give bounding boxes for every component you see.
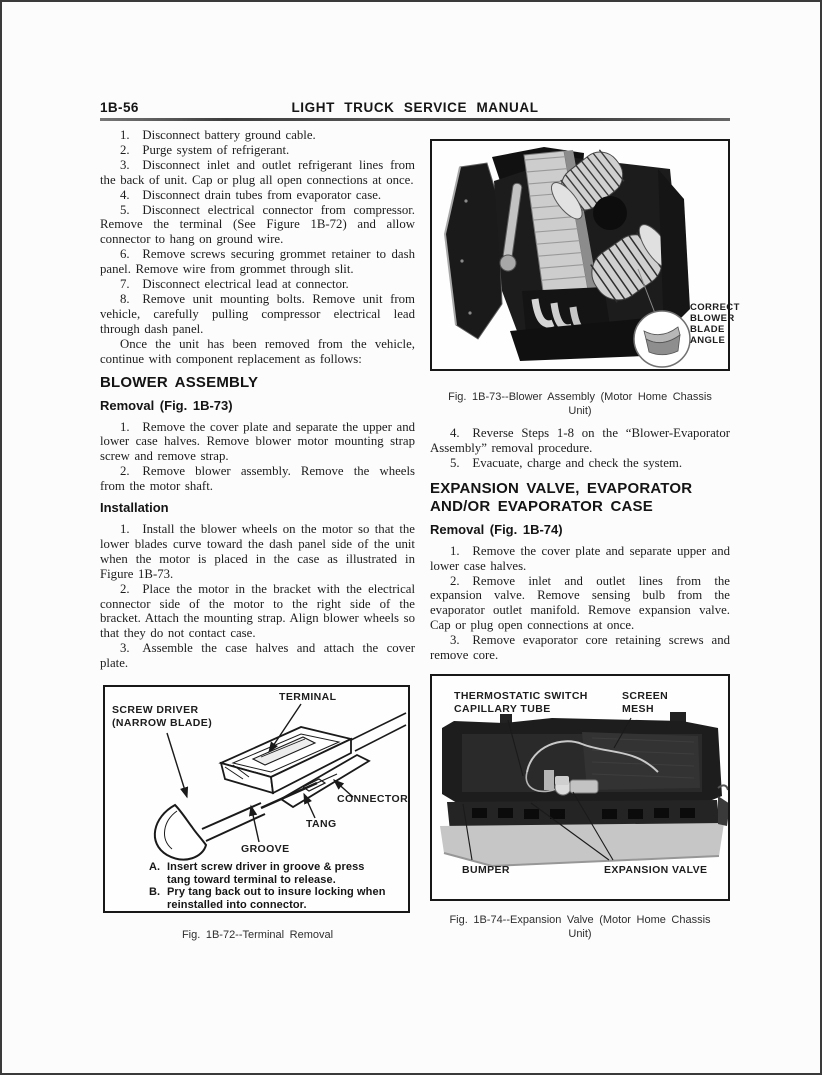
note-b [149, 886, 391, 912]
note-text: Pry tang back out to insure locking when reinstalled into connector. [167, 886, 386, 911]
closing-note: Once the unit has been removed from the vehicle, continue with component replacement as follows: [100, 336, 415, 366]
manual-title: LIGHT TRUCK SERVICE MANUAL [291, 100, 539, 115]
expansion-removal-step: 1. Remove the cover plate and separate upper and lower case halves. [430, 543, 730, 573]
label-bumper: BUMPER [462, 864, 510, 876]
removal-step: 7. Disconnect electrical lead at connector. [120, 277, 349, 292]
label-line: THERMOSTATIC SWITCH [454, 690, 588, 702]
blower-install-step: 5. Evacuate, charge and check the system. [450, 455, 683, 470]
note-id: A. [149, 861, 160, 873]
label-line: ANGLE [690, 335, 726, 346]
left-column [100, 128, 415, 671]
expansion-removal-step: 3. Remove evaporator core retaining screws and remove core. [430, 633, 730, 663]
removal-step: 2. Purge system of refrigerant. [120, 142, 290, 157]
label-line: BLOWER [690, 313, 735, 324]
label-line: CAPILLARY TUBE [454, 702, 551, 715]
blower-removal-step: 2. Remove blower assembly. Remove the wheels from the motor shaft. [100, 464, 415, 494]
figure-1b72-terminal-removal [103, 685, 410, 913]
label-connector: CONNECTOR [337, 793, 409, 805]
blower-install-step: 2. Place the motor in the bracket with the electrical connector side of the motor to the right side of the bracket. Attach the mounting strap. Align blower wheels so that they do not contact case. [100, 581, 415, 641]
label-groove: GROOVE [241, 843, 290, 855]
figure-1b73-blower-assembly [430, 139, 740, 371]
blower-install-step: 1. Install the blower wheels on the motor so that the lower blades curve toward the dash panel side of the unit when the motor is placed in the case as illustrated in Figure 1B-73. [100, 522, 415, 581]
subheading-removal-fig-1b74: Removal (Fig. 1B-74) [430, 521, 563, 537]
label-terminal: TERMINAL [279, 691, 337, 703]
label-line: SCREW DRIVER [112, 704, 199, 716]
label-tang: TANG [306, 818, 337, 830]
removal-step: 1. Disconnect battery ground cable. [120, 128, 316, 142]
label-line: SCREEN [622, 690, 669, 702]
removal-step: 3. Disconnect inlet and outlet refrigerant lines from the back of unit. Cap or plug all open connections at once. [100, 157, 415, 187]
removal-step: 4. Disconnect drain tubes from evaporator case. [120, 187, 382, 202]
label-line: CORRECT [690, 302, 740, 313]
figure-1b74-expansion-valve [430, 674, 730, 901]
note-id: B. [149, 886, 160, 898]
subheading-installation: Installation [100, 500, 169, 516]
blower-install-step: 4. Reverse Steps 1-8 on the “Blower-Evaporator Assembly” removal procedure. [430, 426, 730, 455]
label-line: (NARROW BLADE) [112, 716, 213, 729]
blower-removal-step: 1. Remove the cover plate and separate the upper and lower case halves. Remove blower motor mounting strap screw and remove strap. [100, 419, 415, 464]
expansion-removal-step: 2. Remove inlet and outlet lines from the expansion valve. Remove sensing bulb from the evaporator outlet manifold. Remove expansion valve. Cap or plug open connections at once. [430, 573, 730, 633]
removal-step: 8. Remove unit mounting bolts. Remove unit from vehicle, carefully pulling compressor electrical lead through dash panel. [100, 291, 415, 336]
note-text: Insert screw driver in groove & press tang toward terminal to release. [167, 861, 365, 886]
label-line: MESH [622, 702, 654, 715]
figure-1b74-caption: Fig. 1B-74--Expansion Valve (Motor Home Chassis Unit) [449, 914, 711, 940]
subheading-removal-fig-1b73: Removal (Fig. 1B-73) [100, 397, 233, 413]
removal-step: 5. Disconnect electrical connector from compressor. Remove the terminal (See Figure 1B-72) and allow connector to hang on ground wire. [100, 202, 415, 247]
figure-1b73-caption: Fig. 1B-73--Blower Assembly (Motor Home Chassis Unit) [448, 391, 712, 417]
figure-1b72-caption: Fig. 1B-72--Terminal Removal [181, 929, 334, 941]
blower-assembly-illustration [432, 141, 728, 369]
label-expansion-valve: EXPANSION VALVE [604, 864, 708, 876]
label-thermostatic-switch-capillary-tube [454, 690, 588, 715]
blower-install-step: 3. Assemble the case halves and attach the cover plate. [100, 641, 415, 671]
page-number: 1B-56 [100, 100, 139, 115]
section-title-expansion-valve: EXPANSION VALVE, EVAPORATOR AND/OR EVAPORATOR CASE [430, 479, 693, 515]
right-column [430, 390, 730, 663]
section-title-blower-assembly: BLOWER ASSEMBLY [100, 373, 259, 391]
label-correct-blower-blade-angle [690, 302, 740, 346]
header-rule [100, 118, 730, 121]
label-screen-mesh [622, 690, 668, 715]
removal-step: 6. Remove screws securing grommet retainer to dash panel. Remove wire from grommet through slit. [100, 247, 415, 277]
note-a [149, 861, 391, 887]
label-screwdriver [112, 704, 212, 729]
label-line: BLADE [690, 324, 725, 335]
